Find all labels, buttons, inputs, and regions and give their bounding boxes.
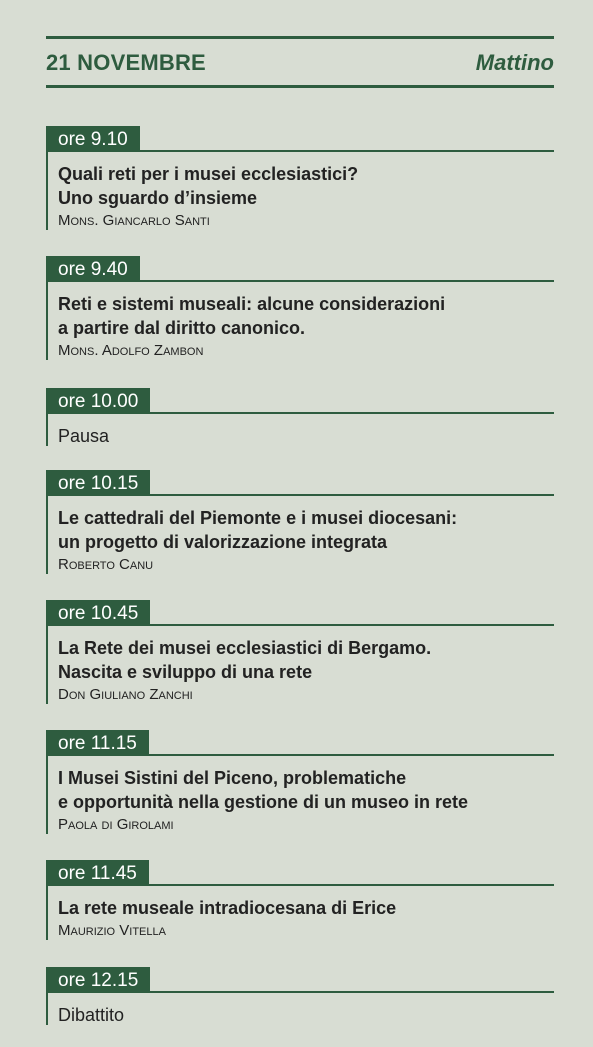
session-title-line: Reti e sistemi museali: alcune considerazioni — [58, 294, 446, 314]
session-time-row — [46, 730, 554, 756]
session-speaker: Mons. Giancarlo Santi — [58, 212, 210, 229]
session-title-line: Uno sguardo d’insieme — [58, 188, 258, 208]
session-item — [46, 126, 554, 232]
session-bar — [46, 152, 48, 230]
session-speaker: Maurizio Vitella — [58, 922, 166, 939]
session-time: ore 11.45 — [46, 860, 149, 886]
session-time: ore 10.15 — [46, 470, 150, 496]
session-title-line: Quali reti per i musei ecclesiastici? — [58, 164, 359, 184]
session-bar — [46, 993, 48, 1025]
session-text: Dibattito — [58, 1005, 125, 1025]
session-time-row — [46, 860, 554, 886]
session-bar — [46, 414, 48, 446]
program-header — [46, 36, 554, 88]
session-content — [46, 1003, 554, 1027]
session-title-line: La rete museale intradiocesana di Erice — [58, 898, 397, 918]
session-speaker: Paola di Girolami — [58, 816, 174, 833]
session-time-row — [46, 126, 554, 152]
session-content — [46, 506, 554, 576]
session-time-row — [46, 256, 554, 282]
session-time: ore 9.10 — [46, 126, 140, 152]
session-time: ore 10.00 — [46, 388, 150, 414]
session-item — [46, 256, 554, 362]
program-period: Mattino — [475, 50, 554, 75]
session-time-row — [46, 600, 554, 626]
session-item — [46, 470, 554, 576]
program-date: 21 NOVEMBRE — [46, 50, 206, 75]
session-item — [46, 860, 554, 942]
session-time-row — [46, 470, 554, 496]
session-title-line: a partire dal diritto canonico. — [58, 318, 306, 338]
session-time: ore 12.15 — [46, 967, 150, 993]
session-content — [46, 766, 554, 836]
session-speaker: Mons. Adolfo Zambon — [58, 342, 204, 359]
session-bar — [46, 756, 48, 834]
session-title-line: Nascita e sviluppo di una rete — [58, 662, 313, 682]
session-bar — [46, 496, 48, 574]
session-text: Pausa — [58, 426, 110, 446]
session-bar — [46, 282, 48, 360]
session-bar — [46, 886, 48, 940]
session-title-line: un progetto di valorizzazione integrata — [58, 532, 388, 552]
session-content — [46, 162, 554, 232]
session-speaker: Roberto Canu — [58, 556, 154, 573]
session-content — [46, 424, 554, 448]
session-title-line: I Musei Sistini del Piceno, problematiche — [58, 768, 407, 788]
session-content — [46, 896, 554, 942]
session-title-line: La Rete dei musei ecclesiastici di Bergamo. — [58, 638, 432, 658]
session-item — [46, 730, 554, 836]
session-time: ore 10.45 — [46, 600, 150, 626]
session-content — [46, 292, 554, 362]
session-item — [46, 967, 554, 1027]
session-time: ore 9.40 — [46, 256, 140, 282]
session-title-line: Le cattedrali del Piemonte e i musei diocesani: — [58, 508, 458, 528]
session-time: ore 11.15 — [46, 730, 149, 756]
session-content — [46, 636, 554, 706]
session-item — [46, 600, 554, 706]
program-page — [46, 36, 554, 1025]
session-item — [46, 388, 554, 448]
session-speaker: Don Giuliano Zanchi — [58, 686, 193, 703]
session-bar — [46, 626, 48, 704]
session-title-line: e opportunità nella gestione di un museo in rete — [58, 792, 469, 812]
session-time-row — [46, 388, 554, 414]
session-time-row — [46, 967, 554, 993]
